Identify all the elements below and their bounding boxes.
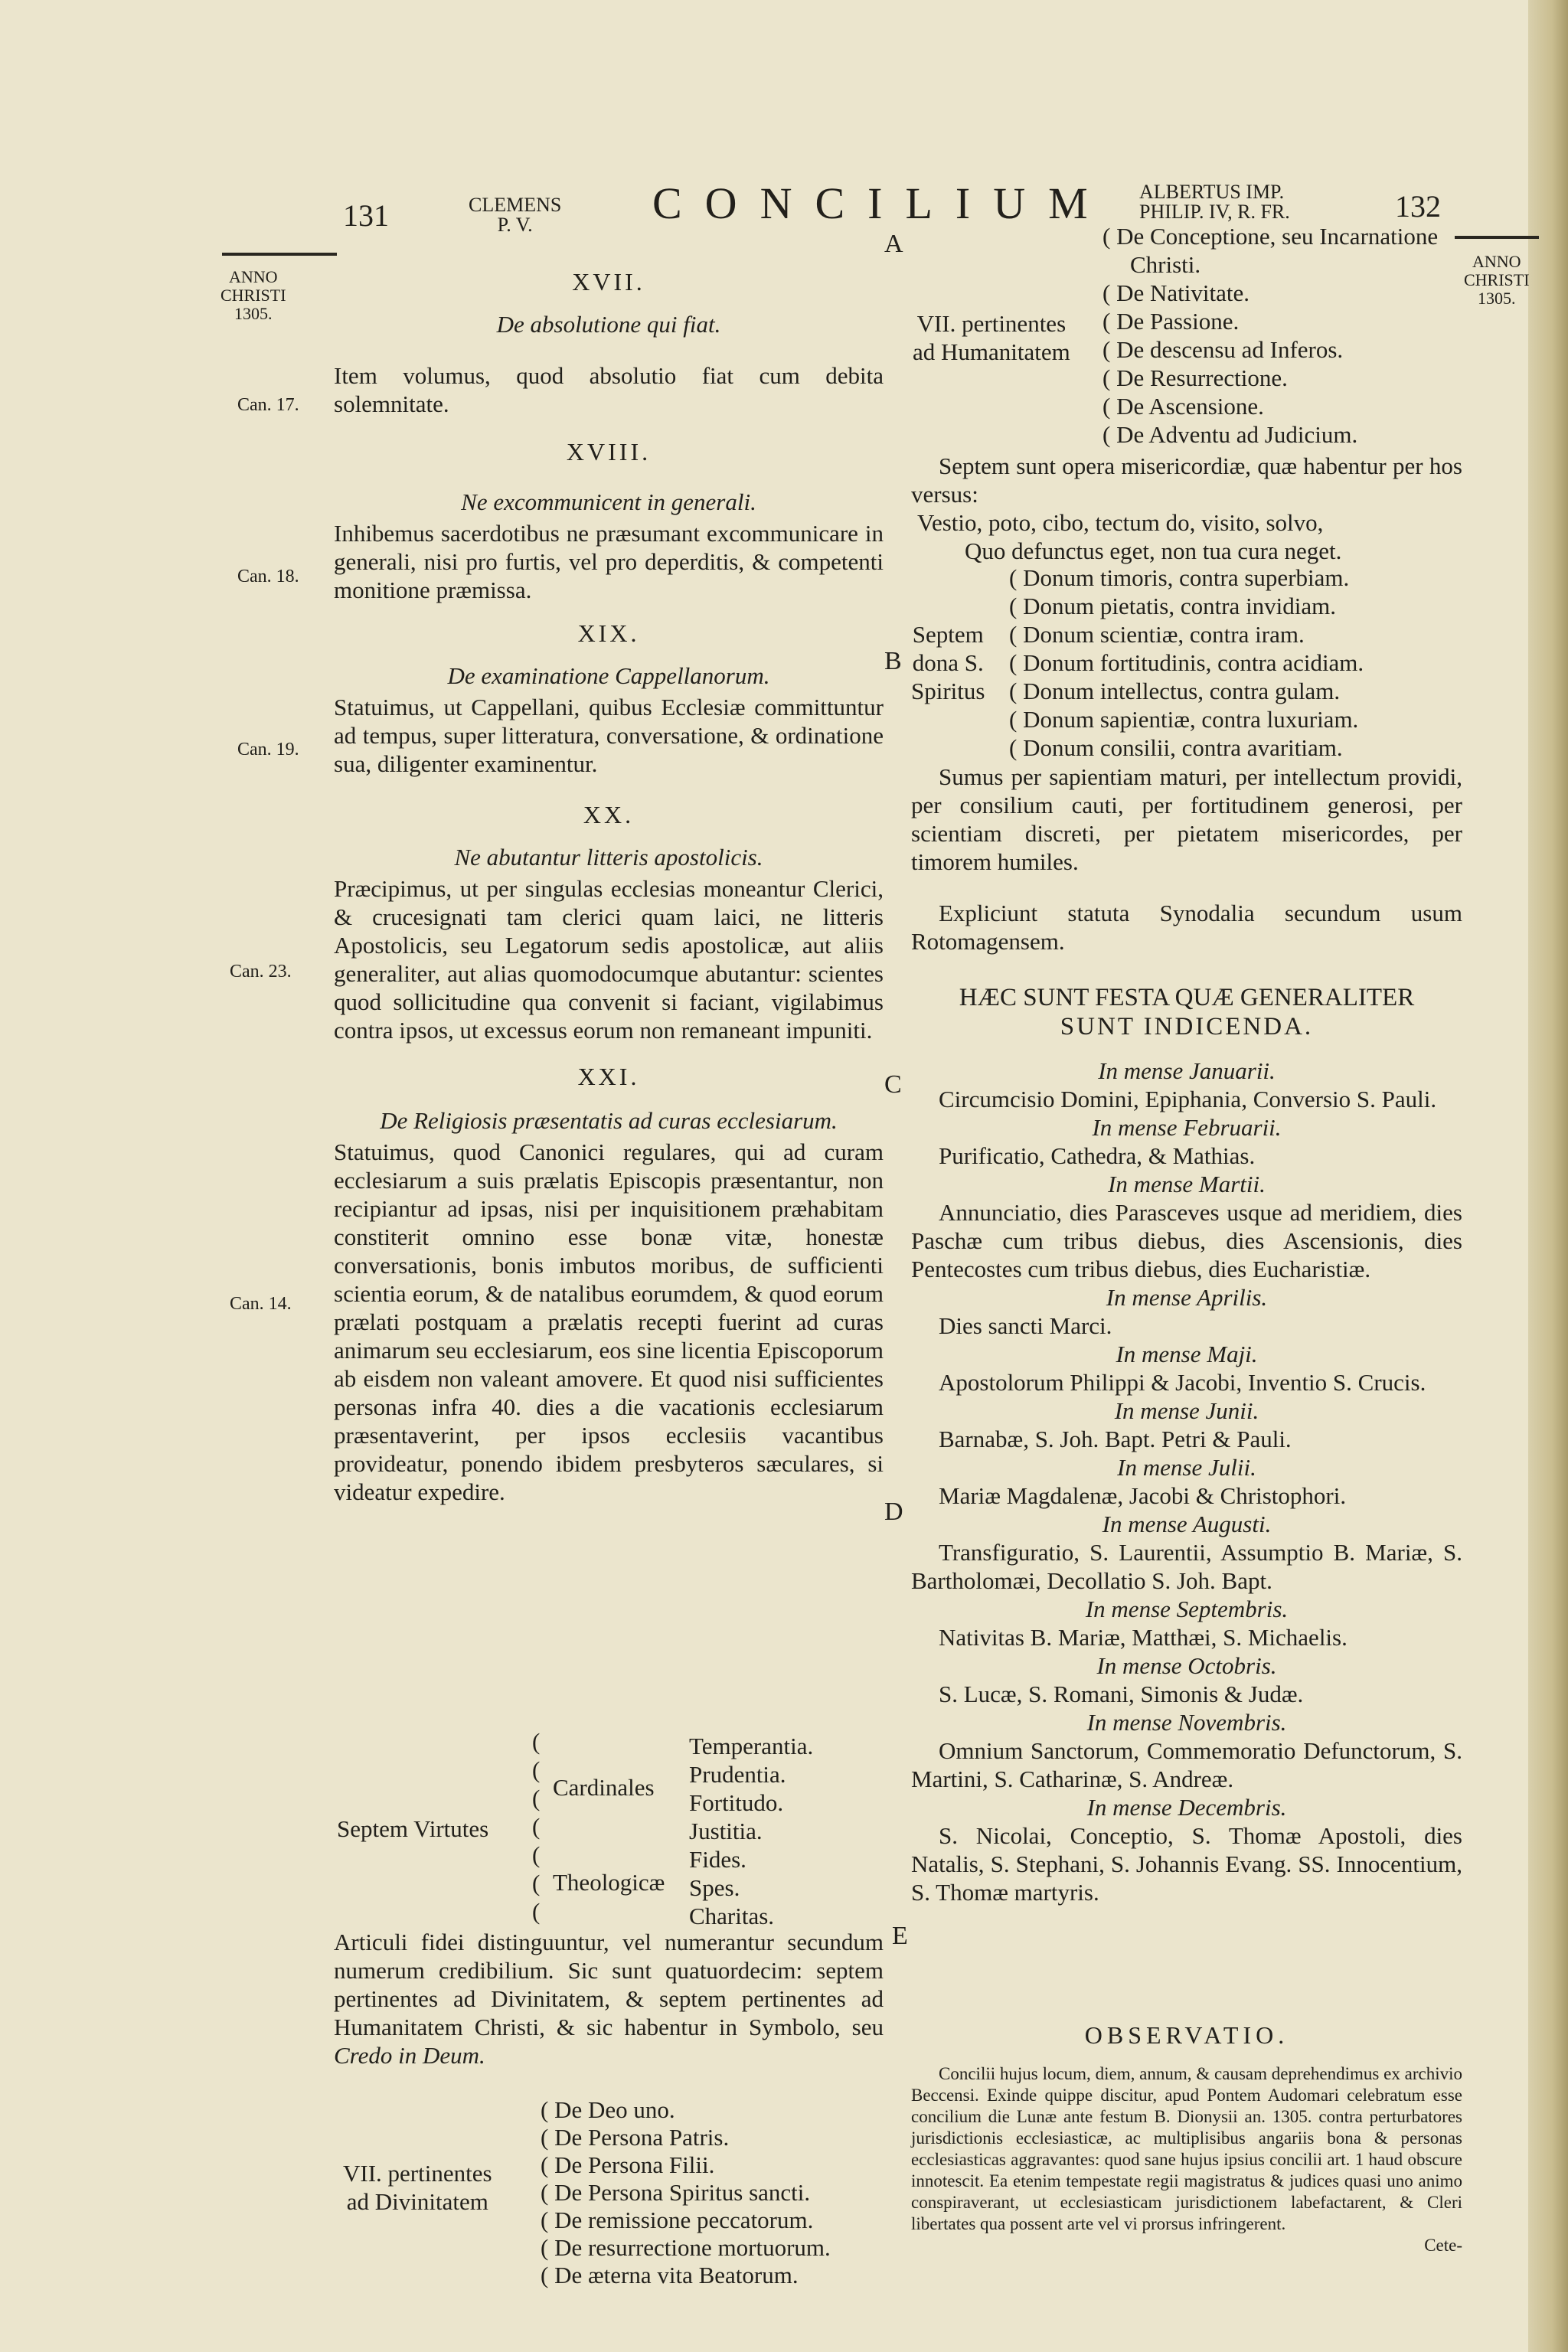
humanitatem-label-1: VII. pertinentes (916, 310, 1067, 337)
month-heading: In mense Februarii. (1092, 1114, 1282, 1141)
div-item: ( De Deo uno. (541, 2096, 675, 2123)
right-column-upper (911, 452, 1462, 565)
month-heading: In mense Januarii. (1098, 1057, 1276, 1084)
page-number-right: 132 (1395, 189, 1441, 224)
right-column-main (911, 763, 1462, 1906)
donum: ( Donum timoris, contra superbiam. (1009, 564, 1350, 591)
month-feasts: Nativitas B. Mariæ, Matthæi, S. Michaelis. (939, 1624, 1348, 1651)
running-head-left-line1: CLEMENS (469, 194, 562, 216)
virtue: Justitia. (689, 1818, 763, 1844)
canon-note: Can. 14. (230, 1294, 292, 1314)
month-heading: In mense Julii. (1117, 1454, 1256, 1481)
verse-line: Quo defunctus eget, non tua cura neget. (965, 537, 1342, 564)
anno-left-3: 1305. (234, 304, 273, 323)
virtue: Fides. (689, 1846, 746, 1873)
anno-right-3: 1305. (1478, 289, 1516, 308)
festa-heading-2: SUNT INDICENDA. (1060, 1013, 1314, 1040)
verse-line: Vestio, poto, cibo, tectum do, visito, solvo, (917, 509, 1324, 536)
hum-item: ( De Resurrectione. (1102, 364, 1288, 391)
festa-heading (911, 983, 1462, 1041)
observatio-text: Concilii hujus locum, diem, annum, & causam deprehendimus ex archivio Beccensi. Exinde quippe discitur, apud Pontem Audomari celebratum esse concilium die Lunæ ante festum B. Dionysii an. 1305. contra perturbatores jurisdictionis ecclesiasticæ, ac multiplisibus angariis bona & personas ecclesiasticas aggravantes: quod sane hujus ipsius concilii art. 1 haud obscure innotescit. Ea etenim tempestate regii magistratus & judices quasi uno animo conspiraverant, ut ecclesiasticam jurisdictionem labefactarent, & Cleri libertates qua possent arte vel vi prorsus infringerent. (911, 2064, 1462, 2233)
section-title: Ne abutantur litteris apostolicis. (454, 844, 763, 871)
divinitatem-list (541, 2096, 831, 2289)
running-head-left-line2: P. V. (497, 214, 533, 236)
paragraph: Statuimus, ut Cappellani, quibus Ecclesiæ committuntur ad tempus, super litteratura, conversatione, & ordinatione sua, diligenter examinentur. (334, 694, 884, 777)
month-feasts: Purificatio, Cathedra, & Mathias. (939, 1142, 1256, 1169)
dona-list (1009, 564, 1364, 762)
articuli-text: Articuli fidei distinguuntur, vel numerantur secundum numerum credibilium. Sic sunt quatuordecim: septem pertinentes ad Divinitatem, & septem pertinentes ad Humanitatem Christi, & sic habentur in Symbolo, seu (334, 1929, 884, 2040)
section-title: De absolutione qui fiat. (496, 311, 721, 338)
month-feasts: Omnium Sanctorum, Commemoratio Defunctorum, S. Martini, S. Catharinæ, S. Andreæ. (911, 1737, 1462, 1792)
sumus-paragraph: Sumus per sapientiam maturi, per intellectum providi, per consilium cauti, per fortitudinem generosi, per scientiam discreti, per pietatem misericordes, per timorem humiles. (911, 763, 1462, 875)
month-feasts: Dies sancti Marci. (939, 1312, 1112, 1339)
div-item: ( De Persona Filii. (541, 2151, 715, 2178)
rule-left (222, 253, 337, 256)
virtutes-label: Septem Virtutes (337, 1815, 489, 1842)
month-heading: In mense Septembris. (1085, 1596, 1289, 1622)
opera-paragraph: Septem sunt opera misericordiæ, quæ habentur per hos versus: (911, 452, 1462, 508)
page-title: CONCILIUM (652, 178, 1111, 228)
hum-item: ( De Nativitate. (1102, 279, 1250, 306)
virtue: Spes. (689, 1874, 740, 1901)
running-head-right-line2: PHILIP. IV, R. FR. (1139, 201, 1290, 223)
observatio-title: OBSERVATIO. (1084, 2021, 1289, 2049)
divinitatem-label-2: ad Divinitatem (346, 2188, 488, 2215)
donum: ( Donum fortitudinis, contra acidiam. (1009, 649, 1364, 676)
month-feasts: Mariæ Magdalenæ, Jacobi & Christophori. (939, 1482, 1347, 1509)
donum: ( Donum intellectus, contra gulam. (1009, 678, 1341, 704)
humanitatem-label-2: ad Humanitatem (913, 338, 1070, 365)
dona-label-2: dona S. (912, 649, 984, 676)
anno-left-2: CHRISTI (220, 286, 286, 305)
section-heading: XIX. (577, 619, 640, 647)
humanitatem-label (913, 309, 1070, 366)
month-heading: In mense Aprilis. (1106, 1284, 1268, 1311)
month-feasts: Apostolorum Philippi & Jacobi, Inventio S. Crucis. (939, 1369, 1426, 1396)
hum-item: ( De Conceptione, seu Incarnatione Christi. (1102, 223, 1439, 278)
donum: ( Donum sapientiæ, contra luxuriam. (1009, 706, 1359, 733)
virtue: Temperantia. (689, 1733, 814, 1759)
donum: ( Donum pietatis, contra invidiam. (1009, 593, 1337, 619)
margin-mark-b: B (884, 647, 902, 675)
month-heading: In mense Decembris. (1086, 1794, 1287, 1821)
month-feasts: Transfiguratio, S. Laurentii, Assumptio B. Mariæ, S. Bartholomæi, Decollatio S. Joh. Bapt. (911, 1539, 1462, 1594)
canon-note: Can. 19. (237, 740, 299, 760)
month-heading: In mense Junii. (1114, 1397, 1259, 1424)
hum-item: ( De descensu ad Inferos. (1102, 336, 1344, 363)
margin-mark-a: A (884, 230, 903, 258)
paragraph: Inhibemus sacerdotibus ne præsumant excommunicare in generali, nisi pro furtis, vel pro deperditis, & competenti monitione præmissa. (334, 520, 884, 603)
section-heading: XXI. (577, 1063, 640, 1090)
expliciunt-paragraph: Expliciunt statuta Synodalia secundum usum Rotomagensem. (911, 900, 1462, 955)
running-head-right (1139, 182, 1290, 222)
section-title: De examinatione Cappellanorum. (447, 662, 770, 689)
div-item: ( De æterna vita Beatorum. (541, 2262, 799, 2288)
theologicae-label: Theologicæ (553, 1869, 665, 1896)
dona-label (911, 620, 985, 705)
donum: ( Donum consilii, contra avaritiam. (1009, 734, 1343, 761)
paragraph: Item volumus, quod absolutio fiat cum debita solemnitate. (334, 362, 884, 417)
dona-label-3: Spiritus (911, 678, 985, 704)
anno-left-1: ANNO (229, 267, 278, 286)
month-heading: In mense Augusti. (1102, 1511, 1272, 1537)
canon-note: Can. 17. (237, 395, 299, 415)
month-feasts: S. Lucæ, S. Romani, Simonis & Judæ. (939, 1681, 1304, 1707)
paragraph: Præcipimus, ut per singulas ecclesias moneantur Clerici, & crucesignati tam clerici quam laici, ne litteris Apostolicis, seu Legatorum sedis apostolicæ, aut aliis generaliter, aut alias quomodocumque abutantur: scientes quod sollicitudine qua convenit si faciant, vigilabimus contra ipsos, ut excessus eorum non remaneant impuniti. (334, 875, 884, 1044)
divinitatem-label (343, 2159, 492, 2216)
anno-right-1: ANNO (1472, 252, 1521, 271)
section-heading: XVIII. (566, 438, 652, 466)
div-item: ( De resurrectione mortuorum. (541, 2234, 831, 2261)
left-column (334, 253, 884, 1506)
festa-heading-1: HÆC SUNT FESTA QUÆ GENERALITER (959, 984, 1415, 1011)
month-feasts: Barnabæ, S. Joh. Bapt. Petri & Pauli. (939, 1426, 1292, 1452)
anno-right-2: CHRISTI (1464, 270, 1530, 289)
page-number-left: 131 (343, 198, 389, 233)
anno-right (1464, 253, 1530, 308)
hum-item: ( De Adventu ad Judicium. (1102, 421, 1358, 448)
divinitatem-label-1: VII. pertinentes (343, 2160, 492, 2187)
canon-note: Can. 18. (237, 567, 299, 586)
month-heading: In mense Maji. (1116, 1341, 1258, 1367)
articuli-italic: Credo in Deum. (334, 2042, 485, 2069)
virtue: Prudentia. (689, 1761, 786, 1788)
virtue: Charitas. (689, 1903, 775, 1929)
observatio-block (911, 2021, 1462, 2256)
articuli-paragraph (334, 1928, 884, 2069)
month-feasts: Circumcisio Domini, Epiphania, Conversio S. Pauli. (939, 1086, 1437, 1112)
month-feasts: Annunciatio, dies Parasceves usque ad meridiem, dies Paschæ cum tribus diebus, dies Ascensionis, dies Pentecostes cum tribus diebus, dies Eucharistiæ. (911, 1199, 1462, 1282)
catchword: Cete- (1424, 2236, 1462, 2255)
virtutes-list (689, 1732, 813, 1930)
virtutes-brace: ( ( ( ( ( ( ( (532, 1728, 541, 1925)
margin-mark-c: C (884, 1070, 902, 1099)
humanitatem-list (1102, 222, 1470, 449)
month-heading: In mense Martii. (1108, 1171, 1266, 1197)
dona-label-1: Septem (912, 621, 984, 648)
section-title: De Religiosis præsentatis ad curas ecclesiarum. (380, 1107, 838, 1134)
section-title: Ne excommunicent in generali. (461, 488, 756, 515)
margin-mark-e: E (892, 1922, 908, 1950)
virtue: Fortitudo. (689, 1789, 784, 1816)
paragraph: Statuimus, quod Canonici regulares, qui ad curam ecclesiarum a suis prælatis Episcopis præsentantur, non recipiantur ad ipsas, nisi per inquisitionem præhabitam constiterit omnino esse bonæ vitæ, honestæ conversationis, bonis imbutos moribus, de sufficienti scientia eorum, & de natalibus eorumdem, & quod eorum prælati postquam a prælatis recepti fuerint ad curas animarum seu ecclesiarum, eos sine licentia Episcoporum ab eisdem non valeant amovere. Et quod nisi sufficientes personas infra 40. dies a die vacationis ecclesiarum præsentaverint, per ipsos ecclesiis vacantibus provideatur, ponendo ibidem presbyteros sæculares, si videatur expedire. (334, 1138, 884, 1505)
hum-item: ( De Passione. (1102, 308, 1240, 335)
month-heading: In mense Octobris. (1096, 1652, 1277, 1679)
month-feasts: S. Nicolai, Conceptio, S. Thomæ Apostoli, dies Natalis, S. Stephani, S. Johannis Evang. SS. Innocentium, S. Thomæ martyris. (911, 1822, 1462, 1906)
donum: ( Donum scientiæ, contra iram. (1009, 621, 1305, 648)
canon-note: Can. 23. (230, 962, 292, 982)
div-item: ( De Persona Spiritus sancti. (541, 2179, 811, 2206)
section-heading: XX. (583, 801, 635, 828)
margin-mark-d: D (884, 1498, 903, 1526)
div-item: ( De remissione peccatorum. (541, 2207, 814, 2233)
div-item: ( De Persona Patris. (541, 2124, 730, 2151)
cardinales-label: Cardinales (553, 1774, 655, 1801)
month-heading: In mense Novembris. (1086, 1709, 1287, 1736)
hum-item: ( De Ascensione. (1102, 393, 1264, 420)
running-head-left (469, 195, 561, 235)
book-spine-edge (1528, 0, 1568, 2352)
section-heading: XVII. (572, 268, 645, 296)
months-list (911, 1057, 1462, 1906)
running-head-right-line1: ALBERTUS IMP. (1139, 181, 1285, 203)
anno-left (220, 268, 286, 323)
